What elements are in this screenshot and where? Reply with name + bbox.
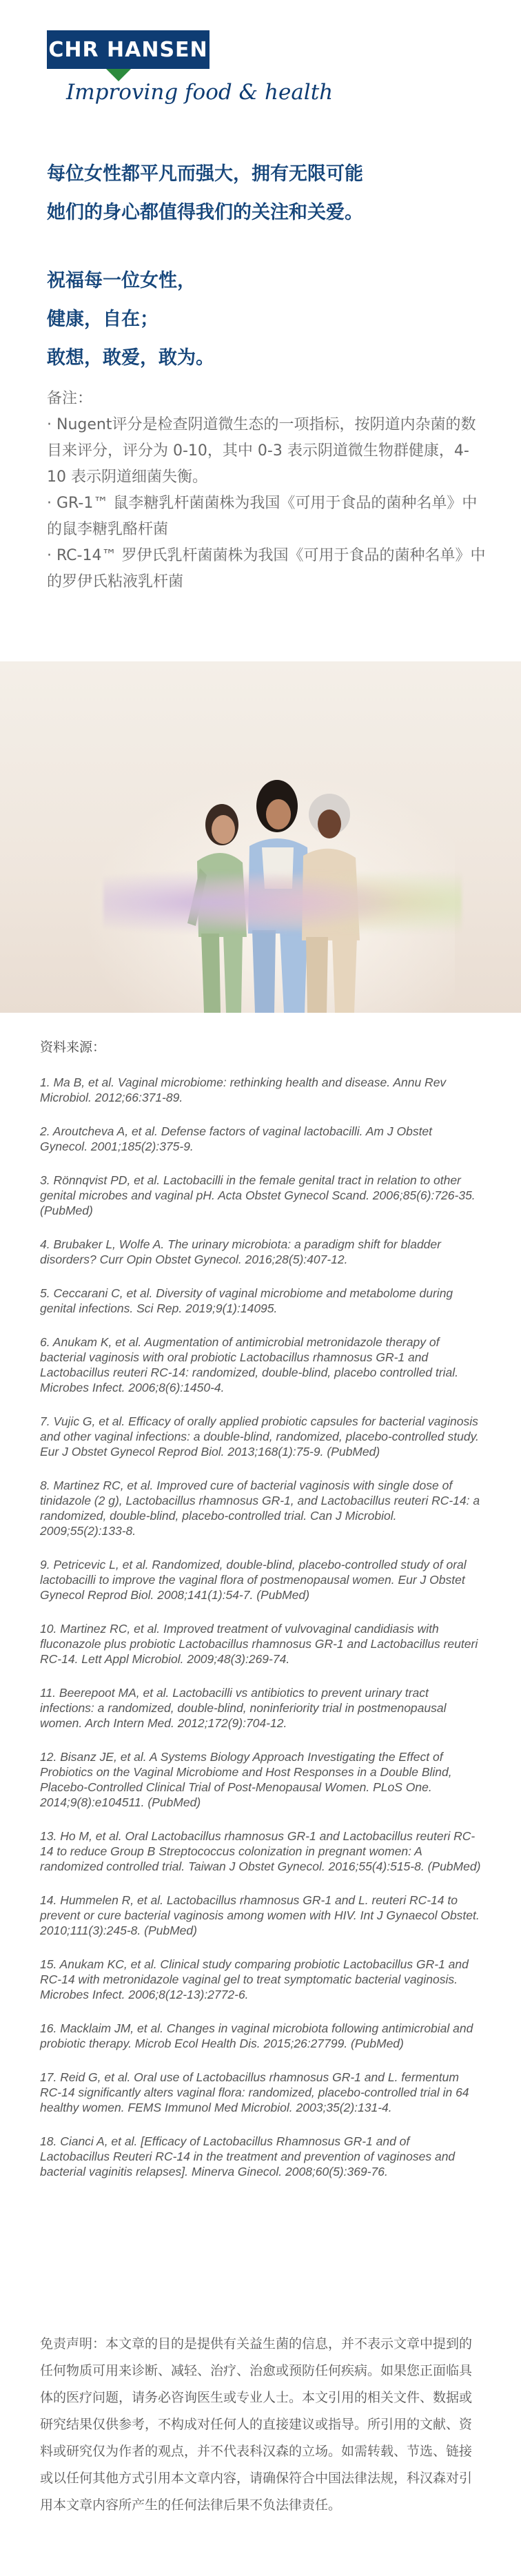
chr-hansen-logo — [47, 30, 334, 110]
headline-line-2: 她们的身心都值得我们的关注和关爱。 — [47, 202, 363, 223]
reference-item: 4. Brubaker L, Wolfe A. The urinary microbiota: a paradigm shift for bladder disorders? Curr Opin Obstet Gynecol. 2016;28(5):407-12. — [40, 1237, 441, 1266]
logo-brand: CHR HANSEN — [48, 37, 208, 62]
headline-line-1: 每位女性都平凡而强大，拥有无限可能 — [47, 163, 363, 185]
references-title: 资料来源： — [40, 1040, 106, 1055]
reference-item: 9. Petricevic L, et al. Randomized, double-blind, placebo-controlled study of oral lactobacilli to improve the vaginal flora of postmenopausal women. Eur J Obstet Gynecol Reprod Biol. 2008;141(1):54-7. (PubMed) — [40, 1558, 467, 1602]
reference-item: 10. Martinez RC, et al. Improved treatment of vulvovaginal candidiasis with fluconazole plus probiotic Lactobacillus rhamnosus GR-1 and Lactobacillus reuteri RC-14. Lett Appl Microbiol. 2009;48(3):269-74. — [40, 1622, 478, 1666]
note-item: · GR-1™ 鼠李糖乳杆菌菌株为我国《可用于食品的菌种名单》中的鼠李糖乳酪杆菌 — [47, 495, 478, 538]
references-section — [40, 1037, 481, 2198]
reference-item: 2. Aroutcheva A, et al. Defense factors of vaginal lactobacilli. Am J Obstet Gynecol. 2001;185(2):375-9. — [40, 1124, 433, 1153]
women-photo-banner — [0, 661, 521, 1013]
reference-item: 16. Macklaim JM, et al. Changes in vaginal microbiota following antimicrobial and probiotic therapy. Microb Ecol Health Dis. 2015;26:27799. (PubMed) — [40, 2021, 473, 2050]
reference-item: 7. Vujic G, et al. Efficacy of orally applied probiotic capsules for bacterial vaginosis and other vaginal infections: a double-blind, randomized, placebo-controlled study. Eur J Obstet Gynecol Reprod Biol. 2013;168(1):75-9. (PubMed) — [40, 1414, 479, 1459]
three-women-illustration — [0, 661, 521, 1013]
reference-item: 14. Hummelen R, et al. Lactobacillus rhamnosus GR-1 and L. reuteri RC-14 to prevent or cure bacterial vaginosis among women with HIV. Int J Gynaecol Obstet. 2010;111(3):245-8. (PubMed) — [40, 1893, 480, 1937]
floral-overlay — [103, 861, 462, 944]
note-item: · RC-14™ 罗伊氏乳杆菌菌株为我国《可用于食品的菌种名单》中的罗伊氏粘液乳杆菌 — [47, 547, 486, 590]
reference-item: 15. Anukam KC, et al. Clinical study comparing probiotic Lactobacillus GR-1 and RC-14 with metronidazole vaginal gel to treat symptomatic bacterial vaginosis. Microbes Infect. 2006;8(12-13):2772-6. — [40, 1957, 469, 2001]
wishes-line-1: 祝福每一位女性， — [47, 270, 196, 291]
reference-item: 1. Ma B, et al. Vaginal microbiome: rethinking health and disease. Annu Rev Microbiol. 2012;66:371-89. — [40, 1075, 447, 1104]
wishes — [47, 262, 488, 378]
logo-box — [47, 30, 210, 69]
notes-section — [47, 386, 488, 595]
reference-item: 5. Ceccarani C, et al. Diversity of vaginal microbiome and metabolome during genital infections. Sci Rep. 2019;9(1):14095. — [40, 1286, 453, 1315]
disclaimer: 免责声明：本文章的目的是提供有关益生菌的信息，并不表示文章中提到的任何物质可用来诊断、减轻、治疗、治愈或预防任何疾病。如果您正面临具体的医疗问题，请务必咨询医生或专业人士。本文引用的相关文件、数据或研究结果仅供参考，不构成对任何人的直接建议或指导。所引用的文献、资料或研究仅为作者的观点，并不代表科汉森的立场。如需转载、节选、链接或以任何其他方式引用本文章内容，请确保符合中国法律法规，科汉森对引用本文章内容所产生的任何法律后果不负法律责任。 — [40, 2336, 473, 2513]
reference-item: 6. Anukam K, et al. Augmentation of antimicrobial metronidazole therapy of bacterial vaginosis with oral probiotic Lactobacillus rhamnosus GR-1 and Lactobacillus reuteri RC-14: randomized, double-blind, placebo controlled trial. Microbes Infect. 2006;8(6):1450-4. — [40, 1335, 458, 1394]
wishes-line-2: 健康，自在； — [47, 309, 159, 330]
reference-item: 8. Martinez RC, et al. Improved cure of bacterial vaginosis with single dose of tinidazole (2 g), Lactobacillus rhamnosus GR-1, and Lactobacillus reuteri RC-14: a randomized, double-blind, placebo-controlled trial. Can J Microbiol. 2009;55(2):133-8. — [40, 1478, 480, 1538]
reference-item: 13. Ho M, et al. Oral Lactobacillus rhamnosus GR-1 and Lactobacillus reuteri RC-14 to reduce Group B Streptococcus colonization in pregnant women: A randomized controlled trial. Taiwan J Obstet Gynecol. 2016;55(4):515-8. (PubMed) — [40, 1829, 481, 1873]
logo-tagline: Improving food & health — [66, 80, 334, 105]
note-item: · Nugent评分是检查阴道微生态的一项指标，按阴道内杂菌的数目来评分，评分为 0-10，其中 0-3 表示阴道微生物群健康，4-10 表示阴道细菌失衡。 — [47, 416, 476, 486]
reference-item: 18. Cianci A, et al. [Efficacy of Lactobacillus Rhamnosus GR-1 and of Lactobacillus Reuteri RC-14 in the treatment and prevention of vaginoses and bacterial vaginitis relapses]. Minerva Ginecol. 2008;60(5):369-76. — [40, 2134, 456, 2178]
reference-item: 3. Rönnqvist PD, et al. Lactobacilli in the female genital tract in relation to other genital microbes and vaginal pH. Acta Obstet Gynecol Scand. 2006;85(6):726-35. (PubMed) — [40, 1173, 476, 1217]
reference-item: 12. Bisanz JE, et al. A Systems Biology Approach Investigating the Effect of Probiotics on the Vaginal Microbiome and Host Responses in a Double Blind, Placebo-Controlled Clinical Trial of Post-Menopausal Women. PLoS One. 2014;9(8):e104511. (PubMed) — [40, 1750, 452, 1809]
wishes-line-3: 敢想，敢爱，敢为。 — [47, 347, 214, 369]
reference-item: 17. Reid G, et al. Oral use of Lactobacillus rhamnosus GR-1 and L. fermentum RC-14 significantly alters vaginal flora: randomized, placebo-controlled trial in 64 healthy women. FEMS Immunol Med Microbiol. 2003;35(2):131-4. — [40, 2070, 469, 2114]
reference-item: 11. Beerepoot MA, et al. Lactobacilli vs antibiotics to prevent urinary tract infections: a randomized, double-blind, noninferiority trial in postmenopausal women. Arch Intern Med. 2012;172(9):704-12. — [40, 1686, 447, 1730]
headline — [47, 155, 488, 232]
notes-title: 备注： — [47, 390, 93, 407]
